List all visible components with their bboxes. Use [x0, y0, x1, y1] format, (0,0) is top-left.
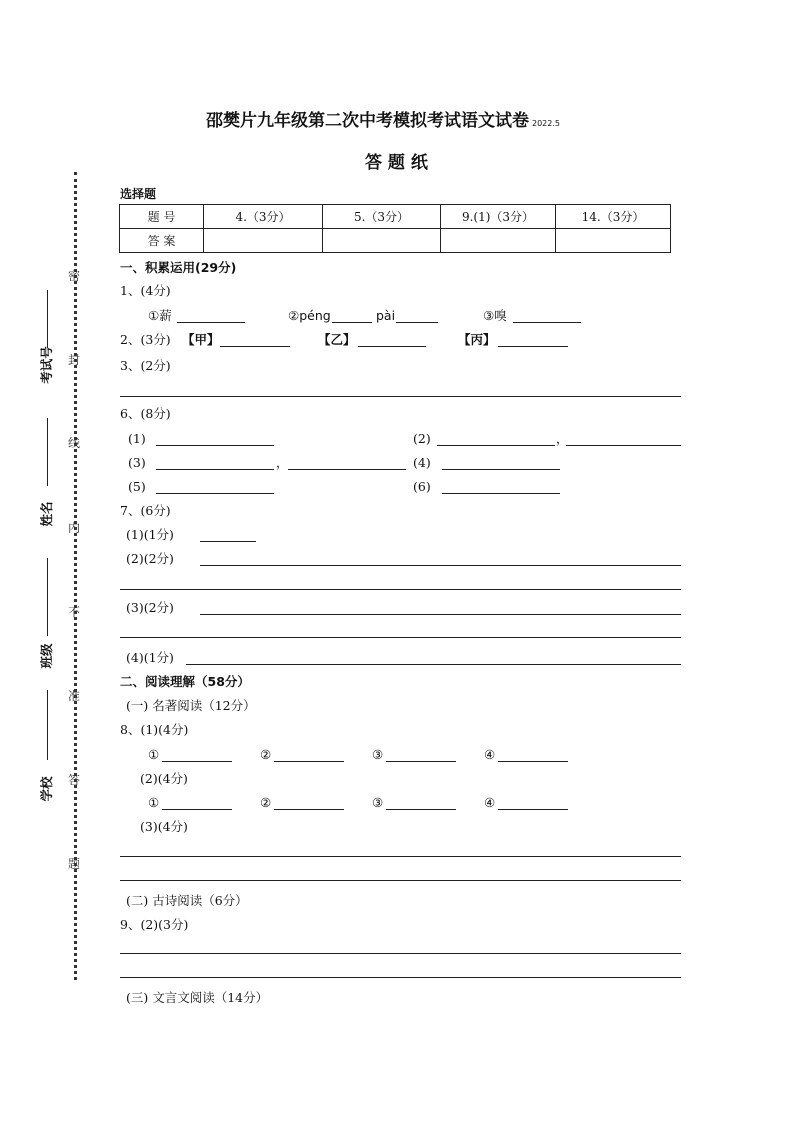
section-heading: 二、阅读理解（58分） [120, 674, 250, 689]
question-label: 1、(4分) [120, 283, 171, 298]
field-label-name: 姓名 [39, 501, 54, 527]
row-header-number: 题 号 [120, 205, 204, 229]
choice-answer-table [119, 204, 671, 253]
row-header-answer: 答 案 [120, 229, 204, 253]
answer-line[interactable] [437, 445, 555, 446]
seal-char: 答 [68, 773, 81, 787]
answer-line[interactable] [177, 322, 245, 323]
field-label-exam-no: 考试号 [39, 346, 54, 384]
answer-line[interactable] [200, 614, 681, 615]
comma-text: ， [276, 455, 289, 470]
seal-char: 密 [68, 269, 81, 283]
answer-line[interactable] [120, 953, 681, 954]
field-line-name [47, 418, 48, 486]
answer-line[interactable] [120, 977, 681, 978]
answer-line[interactable] [156, 469, 274, 470]
answer-line[interactable] [162, 761, 232, 762]
answer-line[interactable] [274, 761, 344, 762]
choice-marker: ④ [484, 795, 496, 810]
answer-line[interactable] [498, 809, 568, 810]
answer-line[interactable] [120, 396, 681, 397]
choice-marker: ④ [484, 747, 496, 762]
question-label: 3、(2分) [120, 358, 171, 373]
choice-marker: ③ [372, 747, 384, 762]
answer-line[interactable] [358, 346, 426, 347]
q1-item-b: ②péng [288, 308, 331, 323]
answer-line[interactable] [442, 469, 560, 470]
answer-line[interactable] [386, 761, 456, 762]
sub-question-label: (3) [128, 455, 146, 470]
choice-marker: ③ [372, 795, 384, 810]
answer-line[interactable] [200, 565, 681, 566]
field-line-exam-no [47, 290, 48, 348]
q2-item-c: 【丙】 [458, 332, 496, 347]
subsection-heading: (一) 名著阅读（12分） [126, 698, 256, 713]
answer-line[interactable] [442, 493, 560, 494]
q2-item-b: 【乙】 [318, 332, 356, 347]
table-row [120, 205, 671, 229]
answer-line[interactable] [120, 880, 681, 881]
sub-question-label: (5) [128, 479, 146, 494]
answer-cell[interactable] [441, 229, 556, 253]
answer-line[interactable] [120, 589, 681, 590]
field-line-class [47, 558, 48, 636]
answer-line[interactable] [186, 664, 681, 665]
answer-line[interactable] [120, 637, 681, 638]
sub-question-label: (6) [413, 479, 431, 494]
choice-marker: ① [148, 747, 160, 762]
sub-question-label: (1) [128, 431, 146, 446]
question-label: 6、(8分) [120, 406, 171, 421]
comma-text: ， [556, 431, 569, 446]
answer-cell[interactable] [556, 229, 671, 253]
column-header: 4.（3分） [204, 205, 323, 229]
q2-item-a: 【甲】 [182, 332, 220, 347]
answer-line[interactable] [513, 322, 581, 323]
answer-cell[interactable] [323, 229, 441, 253]
column-header: 9.(1)（3分） [441, 205, 556, 229]
seal-char: 准 [68, 689, 81, 703]
sub-question-label: (1)(1分) [126, 527, 174, 542]
section-heading: 一、积累运用(29分) [120, 260, 237, 275]
title-text: 邵樊片九年级第二次中考模拟考试语文试卷 [206, 111, 529, 131]
answer-line[interactable] [498, 346, 568, 347]
seal-char: 题 [68, 857, 81, 871]
answer-line[interactable] [288, 469, 406, 470]
question-label: 7、(6分) [120, 503, 171, 518]
answer-line[interactable] [120, 856, 681, 857]
field-label-class: 班级 [39, 643, 54, 669]
choice-marker: ① [148, 795, 160, 810]
sub-question-label: (3)(4分) [140, 819, 188, 834]
q1-item-b2: pài [376, 308, 396, 323]
choice-label: 选择题 [120, 187, 157, 201]
answer-line[interactable] [396, 322, 438, 323]
column-header: 5.（3分） [323, 205, 441, 229]
answer-line[interactable] [156, 493, 274, 494]
paper-subtitle: 答 题 纸 [365, 153, 428, 173]
question-label: 2、(3分) [120, 332, 171, 347]
field-line-school [47, 690, 48, 760]
answer-line[interactable] [332, 322, 372, 323]
answer-line[interactable] [162, 809, 232, 810]
answer-line[interactable] [566, 445, 681, 446]
choice-marker: ② [260, 747, 272, 762]
sub-question-label: (4)(1分) [126, 650, 174, 665]
answer-line[interactable] [220, 346, 290, 347]
question-label: 8、(1)(4分) [120, 722, 189, 737]
answer-cell[interactable] [204, 229, 323, 253]
q1-item-a: ①薪 [148, 308, 172, 323]
table-row [120, 229, 671, 253]
seal-char: 线 [68, 436, 81, 450]
q1-item-c: ③嗅 [483, 308, 507, 323]
sub-question-label: (2) [413, 431, 431, 446]
field-label-school: 学校 [39, 776, 54, 802]
title-date: 2022.5 [532, 119, 560, 128]
choice-marker: ② [260, 795, 272, 810]
seal-char: 不 [68, 605, 81, 619]
answer-line[interactable] [498, 761, 568, 762]
subsection-heading: (三) 文言文阅读（14分） [126, 990, 269, 1005]
seal-char: 内 [68, 521, 81, 535]
paper-title [206, 106, 560, 131]
question-label: 9、(2)(3分) [120, 917, 189, 932]
answer-line[interactable] [200, 541, 256, 542]
sub-question-label: (2)(2分) [126, 551, 174, 566]
answer-line[interactable] [274, 809, 344, 810]
sub-question-label: (4) [413, 455, 431, 470]
column-header: 14.（3分） [556, 205, 671, 229]
seal-char: 封 [68, 353, 81, 367]
answer-line[interactable] [386, 809, 456, 810]
answer-line[interactable] [156, 445, 274, 446]
sub-question-label: (3)(2分) [126, 600, 174, 615]
subsection-heading: (二) 古诗阅读（6分） [126, 893, 248, 908]
sub-question-label: (2)(4分) [140, 771, 188, 786]
